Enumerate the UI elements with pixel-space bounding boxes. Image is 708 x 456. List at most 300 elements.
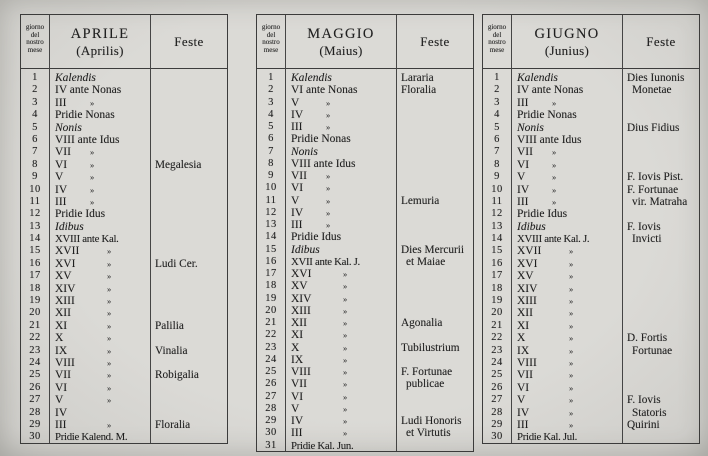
- day-name: [49, 357, 151, 369]
- table-header: [257, 15, 473, 69]
- day-name: [511, 407, 623, 419]
- day-name-text: VI ante Nonas: [291, 84, 358, 97]
- feste-text: F. Fortunae: [627, 183, 679, 196]
- day-number: 6: [494, 133, 500, 145]
- ditto-mark: »: [90, 184, 95, 195]
- ditto-mark: »: [107, 258, 112, 269]
- day-name-text: VIII: [55, 356, 75, 369]
- feste-cell: [623, 270, 699, 282]
- day-name: [49, 109, 151, 121]
- day-name-text: XII: [55, 307, 71, 320]
- ditto-mark: »: [90, 159, 95, 170]
- ditto-mark: »: [343, 403, 348, 414]
- day-number: 27: [29, 394, 41, 406]
- day-name: [511, 245, 623, 257]
- table-row: [21, 221, 227, 233]
- feste-cell: [397, 231, 473, 243]
- day-number: 19: [491, 295, 503, 307]
- day-name: [511, 357, 623, 369]
- table-row: [21, 122, 227, 134]
- feste-header: Feste: [646, 34, 676, 49]
- day-name: [285, 440, 397, 452]
- feste-text: Ludi Cer.: [155, 257, 198, 270]
- day-name-text: Pridie Nonas: [55, 109, 115, 122]
- day-name: [511, 171, 623, 183]
- feste-cell: [397, 293, 473, 305]
- day-name-text: III: [517, 418, 529, 431]
- feste-cell: [151, 307, 227, 319]
- day-number: 14: [491, 233, 503, 245]
- day-name-text: III: [517, 96, 529, 109]
- day-name-text: III: [55, 195, 67, 208]
- feste-cell: [151, 270, 227, 282]
- day-name-text: Kalendis: [291, 72, 332, 84]
- day-name-text: VI: [517, 381, 530, 394]
- day-name: [511, 307, 623, 319]
- feste-cell: [623, 307, 699, 319]
- day-number: 23: [29, 344, 41, 356]
- ditto-mark: »: [326, 122, 331, 132]
- day-name-text: XIII: [55, 295, 75, 308]
- feste-cell: [397, 256, 473, 268]
- table-row: [21, 134, 227, 146]
- day-name: [285, 268, 397, 280]
- day-number: 3: [32, 96, 38, 108]
- day-name-text: IX: [55, 344, 68, 357]
- table-row: [257, 72, 473, 84]
- day-name: [49, 221, 151, 233]
- day-name: [49, 382, 151, 394]
- day-number: 19: [29, 295, 41, 307]
- day-number: 20: [491, 307, 503, 319]
- day-name-text: VII: [55, 146, 71, 159]
- day-name: [285, 72, 397, 84]
- day-number: 18: [265, 280, 277, 292]
- day-number: 16: [29, 257, 41, 269]
- day-number: 24: [491, 356, 503, 368]
- day-name-text: V: [291, 96, 300, 109]
- day-header-line: del: [492, 30, 502, 39]
- day-number: 11: [491, 195, 503, 207]
- table-row: [257, 109, 473, 121]
- day-name: [285, 195, 397, 207]
- day-number: 13: [265, 219, 277, 230]
- day-name-text: V: [517, 394, 526, 407]
- ditto-mark: »: [552, 97, 557, 108]
- feste-cell: [397, 109, 473, 121]
- day-name-text: IX: [517, 344, 530, 357]
- day-name-text: Nonis: [291, 145, 318, 158]
- table-row: [21, 295, 227, 307]
- day-number: 3: [268, 96, 274, 108]
- day-number: 30: [29, 431, 41, 443]
- table-row: [257, 293, 473, 305]
- day-name: [49, 320, 151, 332]
- day-name: [49, 295, 151, 307]
- day-name-text: III: [55, 418, 67, 431]
- day-name-text: IX: [291, 353, 304, 366]
- day-name-text: XVII: [517, 245, 542, 258]
- day-name-text: X: [291, 341, 300, 354]
- feste-text: Dies Iunonis: [627, 72, 685, 84]
- day-number: 9: [32, 171, 38, 183]
- feste-text: Tubilustrium: [401, 341, 460, 354]
- table-row: [483, 233, 699, 245]
- day-number: 12: [29, 208, 41, 220]
- day-name: [49, 97, 151, 109]
- feste-cell: [397, 195, 473, 207]
- table-row: [483, 245, 699, 257]
- day-name: [511, 431, 623, 443]
- month-title: MAGGIO: [307, 26, 375, 42]
- day-name: [49, 307, 151, 319]
- ditto-mark: »: [343, 318, 348, 328]
- table-row: [257, 182, 473, 194]
- day-number: 22: [265, 329, 277, 341]
- day-name: [49, 394, 151, 406]
- table-row: [483, 221, 699, 233]
- table-row: [483, 407, 699, 419]
- feste-cell: [623, 283, 699, 295]
- day-name: [511, 345, 623, 357]
- day-name-text: III: [291, 427, 303, 440]
- day-name-text: IV ante Nonas: [55, 84, 122, 97]
- day-name-text: VII: [291, 378, 307, 391]
- feste-cell: [397, 305, 473, 317]
- day-number: 27: [265, 390, 277, 402]
- table-row: [483, 97, 699, 109]
- day-name: [49, 72, 151, 84]
- day-name: [49, 431, 151, 443]
- table-row: [483, 208, 699, 220]
- table-row: [21, 307, 227, 319]
- day-name-text: XIV: [291, 292, 312, 305]
- feste-cell: [397, 72, 473, 84]
- day-number: 10: [265, 182, 277, 194]
- feste-cell: [151, 146, 227, 158]
- day-name: [285, 329, 397, 341]
- ditto-mark: »: [343, 293, 348, 304]
- day-name-text: Pridie Nonas: [517, 109, 577, 122]
- feste-cell: [623, 419, 699, 431]
- feste-text: Lemuria: [401, 194, 440, 207]
- table-row: [21, 159, 227, 171]
- day-number: 16: [265, 255, 277, 267]
- table-row: [483, 345, 699, 357]
- table-row: [483, 171, 699, 183]
- ditto-mark: »: [552, 184, 557, 195]
- feste-cell: [397, 317, 473, 329]
- day-name: [285, 219, 397, 231]
- day-name: [49, 407, 151, 419]
- day-number: 6: [268, 133, 274, 145]
- day-name: [49, 283, 151, 295]
- table-row: [257, 366, 473, 378]
- table-row: [257, 219, 473, 231]
- month-header: [49, 15, 151, 68]
- table-row: [483, 419, 699, 431]
- table-row: [483, 369, 699, 381]
- feste-text: Dius Fidius: [627, 121, 680, 134]
- table-header: [21, 15, 227, 69]
- feste-cell: [623, 134, 699, 146]
- day-name-text: VII: [55, 369, 71, 382]
- feste-cell: [151, 171, 227, 183]
- day-number: 4: [32, 109, 38, 121]
- day-number: 12: [491, 208, 503, 220]
- table-row: [257, 158, 473, 170]
- day-name-text: IV: [517, 406, 530, 419]
- day-header-line: nostro: [262, 38, 280, 47]
- feste-cell: [623, 357, 699, 369]
- day-name-text: VI: [291, 390, 304, 403]
- month-title: GIUGNO: [534, 26, 600, 42]
- table-row: [21, 332, 227, 344]
- feste-text: Monetae: [632, 84, 672, 97]
- table-row: [21, 320, 227, 332]
- feste-cell: [151, 295, 227, 307]
- day-name-text: VIII ante Idus: [291, 157, 356, 170]
- feste-cell: [151, 221, 227, 233]
- table-row: [21, 369, 227, 381]
- day-number: 19: [265, 292, 277, 304]
- day-name: [285, 280, 397, 292]
- ditto-mark: »: [107, 382, 112, 393]
- table-row: [257, 170, 473, 182]
- feste-cell: [397, 366, 473, 378]
- feste-text: Dies Mercurii: [401, 243, 465, 256]
- table-row: [257, 378, 473, 390]
- feste-cell: [151, 332, 227, 344]
- table-row: [257, 256, 473, 268]
- day-name: [511, 208, 623, 220]
- feste-cell: [623, 159, 699, 171]
- feste-cell: [623, 221, 699, 233]
- day-name-text: VIII: [291, 366, 311, 378]
- feste-text: Invicti: [632, 233, 662, 246]
- ditto-mark: »: [343, 354, 348, 365]
- day-name: [511, 233, 623, 245]
- day-name: [49, 159, 151, 171]
- day-name-text: XVI: [291, 268, 312, 280]
- feste-cell: [397, 84, 473, 96]
- month-header: [511, 15, 623, 68]
- table-row: [257, 207, 473, 219]
- day-name-text: XV: [55, 270, 72, 283]
- day-name-text: V: [517, 171, 526, 184]
- day-name: [285, 182, 397, 194]
- day-name: [49, 196, 151, 208]
- table-row: [483, 146, 699, 158]
- day-header-line: del: [266, 30, 276, 39]
- day-number: 5: [494, 121, 500, 133]
- table-row: [21, 394, 227, 406]
- feste-cell: [151, 208, 227, 220]
- day-header-line: nostro: [488, 38, 506, 47]
- feste-cell: [151, 122, 227, 134]
- day-name-text: V: [55, 394, 64, 407]
- day-column-header: [21, 15, 49, 68]
- ditto-mark: »: [569, 395, 574, 406]
- day-name-text: XI: [55, 319, 68, 332]
- day-number: 14: [265, 231, 277, 243]
- feste-cell: [397, 170, 473, 182]
- ditto-mark: »: [343, 330, 348, 341]
- table-row: [21, 97, 227, 109]
- day-name-text: IV: [55, 406, 68, 419]
- feste-header: Feste: [420, 34, 450, 49]
- month-header: [285, 15, 397, 68]
- feste-cell: [151, 431, 227, 443]
- day-name: [511, 84, 623, 96]
- day-number: 7: [32, 146, 38, 158]
- table-row: [21, 84, 227, 96]
- day-name-text: Idibus: [517, 220, 546, 233]
- feste-text: et Maiae: [406, 255, 446, 268]
- day-number: 7: [494, 146, 500, 158]
- day-name-text: VI: [291, 182, 304, 195]
- day-name: [49, 122, 151, 134]
- day-number: 5: [32, 121, 38, 133]
- feste-cell: [623, 233, 699, 245]
- ditto-mark: »: [326, 220, 331, 230]
- feste-cell: [397, 219, 473, 231]
- feste-cell: [623, 171, 699, 183]
- day-number: 13: [491, 220, 503, 232]
- day-name: [49, 270, 151, 282]
- day-name-text: XVIII ante Kal. J.: [517, 233, 590, 246]
- day-number: 25: [491, 369, 503, 381]
- day-name: [285, 133, 397, 145]
- day-number: 1: [32, 72, 38, 83]
- day-number: 2: [32, 84, 38, 96]
- day-name: [285, 244, 397, 256]
- day-name-text: Pridie Kal. Jul.: [517, 431, 577, 444]
- ditto-mark: »: [343, 416, 348, 426]
- ditto-mark: »: [569, 258, 574, 269]
- day-name: [511, 369, 623, 381]
- day-name-text: VI: [55, 381, 68, 394]
- day-name-text: XVI: [517, 257, 538, 270]
- ditto-mark: »: [90, 97, 95, 108]
- day-number: 28: [491, 406, 503, 418]
- ditto-mark: »: [343, 428, 348, 439]
- month-table-maggio: [256, 14, 474, 452]
- feste-cell: [623, 84, 699, 96]
- day-name: [285, 317, 397, 329]
- day-name-text: VII: [517, 146, 533, 159]
- table-row: [483, 122, 699, 134]
- feste-text: Ludi Honoris: [401, 415, 462, 427]
- table-row: [21, 233, 227, 245]
- day-name-text: XV: [291, 280, 308, 293]
- month-table-aprile: [20, 14, 228, 444]
- day-name: [49, 84, 151, 96]
- feste-cell: [397, 378, 473, 390]
- feste-cell: [623, 72, 699, 84]
- feste-cell: [397, 403, 473, 415]
- day-name-text: XII: [291, 317, 307, 329]
- day-number: 30: [491, 431, 503, 443]
- day-number: 6: [32, 133, 38, 145]
- day-name-text: Nonis: [55, 121, 82, 134]
- day-name-text: XV: [517, 270, 534, 283]
- feste-cell: [151, 109, 227, 121]
- table-row: [483, 196, 699, 208]
- ditto-mark: »: [326, 207, 331, 218]
- table-header: [483, 15, 699, 69]
- feste-text: F. Fortunae: [401, 366, 453, 378]
- day-header-line: nostro: [26, 38, 44, 47]
- day-number: 27: [491, 394, 503, 406]
- day-header-line: mese: [263, 45, 279, 54]
- ditto-mark: »: [343, 367, 348, 377]
- day-name: [285, 84, 397, 96]
- day-name-text: III: [291, 121, 303, 133]
- feste-cell: [151, 97, 227, 109]
- day-name: [285, 378, 397, 390]
- day-name-text: V: [291, 402, 300, 415]
- day-header-line: giorno: [25, 23, 45, 31]
- feste-text: Vinalia: [155, 344, 188, 357]
- feste-cell: [623, 258, 699, 270]
- day-name: [49, 134, 151, 146]
- table-row: [483, 307, 699, 319]
- ditto-mark: »: [569, 333, 574, 344]
- day-name: [285, 146, 397, 158]
- ditto-mark: »: [90, 172, 95, 183]
- feste-cell: [151, 196, 227, 208]
- day-header-line: giorno: [487, 23, 507, 31]
- day-name: [511, 122, 623, 134]
- day-number: 8: [268, 157, 274, 169]
- table-row: [483, 431, 699, 443]
- feste-text: F. Iovis Pist.: [627, 171, 684, 184]
- feste-cell: [397, 354, 473, 366]
- feste-cell: [623, 369, 699, 381]
- ditto-mark: »: [569, 271, 574, 282]
- ditto-mark: »: [107, 271, 112, 282]
- day-number: 17: [265, 268, 277, 279]
- day-name: [511, 419, 623, 431]
- day-name: [511, 97, 623, 109]
- day-name: [49, 233, 151, 245]
- table-row: [483, 258, 699, 270]
- day-name: [285, 293, 397, 305]
- day-number: 10: [491, 183, 503, 195]
- day-name-text: IV: [517, 183, 530, 196]
- table-row: [21, 357, 227, 369]
- day-name: [49, 146, 151, 158]
- table-row: [483, 283, 699, 295]
- day-number: 26: [265, 378, 277, 390]
- day-name: [285, 427, 397, 439]
- ditto-mark: »: [90, 196, 95, 207]
- day-name: [285, 109, 397, 121]
- day-name-text: IV ante Nonas: [517, 84, 584, 97]
- ditto-mark: »: [107, 395, 112, 406]
- feste-text: publicae: [406, 378, 445, 391]
- feste-text: Megalesia: [155, 158, 202, 171]
- ditto-mark: »: [326, 109, 331, 120]
- day-name-text: XIII: [291, 304, 311, 317]
- table-row: [257, 146, 473, 158]
- table-row: [483, 184, 699, 196]
- ditto-mark: »: [569, 357, 574, 368]
- day-number: 9: [268, 170, 274, 181]
- feste-text: vir. Matraha: [632, 195, 688, 208]
- table-row: [257, 427, 473, 439]
